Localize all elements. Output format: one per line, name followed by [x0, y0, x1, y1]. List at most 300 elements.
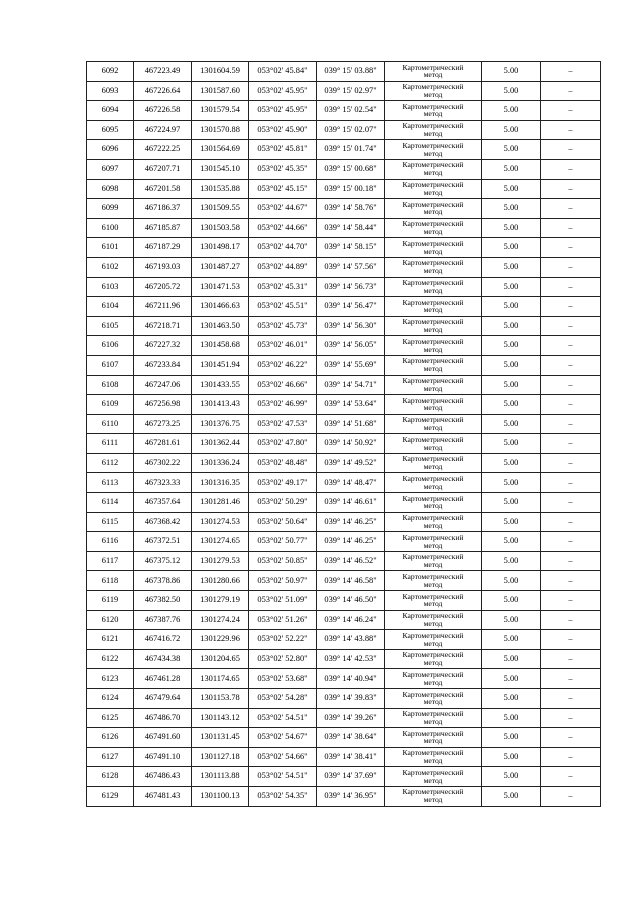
longitude-cell: 039° 14' 57.56"	[317, 257, 385, 277]
note-cell: –	[541, 316, 601, 336]
x-coordinate-cell: 467382.50	[134, 591, 192, 611]
table-row	[87, 140, 601, 160]
method-line-1: Картометрический	[402, 552, 464, 562]
accuracy-cell: 5.00	[482, 179, 541, 199]
y-coordinate-cell: 1301316.35	[192, 473, 249, 493]
note-cell: –	[541, 649, 601, 669]
table-row	[87, 218, 601, 238]
y-coordinate-cell: 1301498.17	[192, 238, 249, 258]
method-line-2: метод	[423, 560, 443, 570]
method-line-2: метод	[423, 187, 443, 197]
note-cell: –	[541, 551, 601, 571]
method-line-2: метод	[423, 697, 443, 707]
method-line-1: Картометрический	[402, 650, 464, 660]
y-coordinate-cell: 1301131.45	[192, 728, 249, 748]
point-number-cell: 6097	[87, 159, 134, 179]
accuracy-cell: 5.00	[482, 630, 541, 650]
method-cell	[385, 395, 482, 415]
latitude-cell: 053°02' 45.31"	[249, 277, 317, 297]
method-line-1: Картометрический	[402, 356, 464, 366]
x-coordinate-cell: 467281.61	[134, 434, 192, 454]
note-cell: –	[541, 257, 601, 277]
note-cell: –	[541, 689, 601, 709]
note-cell: –	[541, 571, 601, 591]
latitude-cell: 053°02' 48.48"	[249, 453, 317, 473]
accuracy-cell: 5.00	[482, 218, 541, 238]
y-coordinate-cell: 1301376.75	[192, 414, 249, 434]
method-line-2: метод	[423, 736, 443, 746]
point-number-cell: 6103	[87, 277, 134, 297]
x-coordinate-cell: 467233.84	[134, 355, 192, 375]
method-cell	[385, 551, 482, 571]
accuracy-cell: 5.00	[482, 767, 541, 787]
table-row	[87, 62, 601, 82]
latitude-cell: 053°02' 53.68"	[249, 669, 317, 689]
point-number-cell: 6123	[87, 669, 134, 689]
method-line-2: метод	[423, 403, 443, 413]
point-number-cell: 6119	[87, 591, 134, 611]
latitude-cell: 053°02' 54.67"	[249, 728, 317, 748]
accuracy-cell: 5.00	[482, 395, 541, 415]
longitude-cell: 039° 15' 02.97"	[317, 81, 385, 101]
note-cell: –	[541, 336, 601, 356]
longitude-cell: 039° 15' 01.74"	[317, 140, 385, 160]
note-cell: –	[541, 728, 601, 748]
point-number-cell: 6128	[87, 767, 134, 787]
latitude-cell: 053°02' 45.90"	[249, 120, 317, 140]
longitude-cell: 039° 14' 37.69"	[317, 767, 385, 787]
accuracy-cell: 5.00	[482, 336, 541, 356]
method-cell	[385, 610, 482, 630]
accuracy-cell: 5.00	[482, 414, 541, 434]
longitude-cell: 039° 15' 02.07"	[317, 120, 385, 140]
method-cell	[385, 414, 482, 434]
accuracy-cell: 5.00	[482, 649, 541, 669]
latitude-cell: 053°02' 45.73"	[249, 316, 317, 336]
method-cell	[385, 669, 482, 689]
method-cell	[385, 708, 482, 728]
method-cell	[385, 81, 482, 101]
method-cell	[385, 62, 482, 82]
table-row	[87, 493, 601, 513]
method-line-1: Картометрический	[402, 434, 464, 444]
method-cell	[385, 453, 482, 473]
method-cell	[385, 140, 482, 160]
accuracy-cell: 5.00	[482, 297, 541, 317]
x-coordinate-cell: 467378.86	[134, 571, 192, 591]
method-cell	[385, 199, 482, 219]
y-coordinate-cell: 1301570.88	[192, 120, 249, 140]
note-cell: –	[541, 610, 601, 630]
method-cell	[385, 493, 482, 513]
y-coordinate-cell: 1301466.63	[192, 297, 249, 317]
note-cell: –	[541, 512, 601, 532]
method-line-1: Картометрический	[402, 709, 464, 719]
note-cell: –	[541, 120, 601, 140]
table-body	[87, 62, 601, 807]
method-line-2: метод	[423, 520, 443, 530]
longitude-cell: 039° 14' 58.15"	[317, 238, 385, 258]
y-coordinate-cell: 1301451.94	[192, 355, 249, 375]
method-cell	[385, 375, 482, 395]
method-cell	[385, 277, 482, 297]
method-line-2: метод	[423, 501, 443, 511]
point-number-cell: 6092	[87, 62, 134, 82]
y-coordinate-cell: 1301433.55	[192, 375, 249, 395]
longitude-cell: 039° 14' 46.25"	[317, 512, 385, 532]
method-line-2: метод	[423, 227, 443, 237]
point-number-cell: 6104	[87, 297, 134, 317]
x-coordinate-cell: 467187.29	[134, 238, 192, 258]
point-number-cell: 6107	[87, 355, 134, 375]
method-line-2: метод	[423, 207, 443, 217]
latitude-cell: 053°02' 54.51"	[249, 708, 317, 728]
point-number-cell: 6099	[87, 199, 134, 219]
point-number-cell: 6105	[87, 316, 134, 336]
y-coordinate-cell: 1301229.96	[192, 630, 249, 650]
accuracy-cell: 5.00	[482, 238, 541, 258]
method-line-2: метод	[423, 599, 443, 609]
y-coordinate-cell: 1301274.24	[192, 610, 249, 630]
x-coordinate-cell: 467387.76	[134, 610, 192, 630]
method-line-1: Картометрический	[402, 82, 464, 92]
method-line-2: метод	[423, 305, 443, 315]
method-line-2: метод	[423, 422, 443, 432]
note-cell: –	[541, 708, 601, 728]
accuracy-cell: 5.00	[482, 140, 541, 160]
method-line-1: Картометрический	[402, 611, 464, 621]
latitude-cell: 053°02' 50.64"	[249, 512, 317, 532]
method-line-1: Картометрический	[402, 317, 464, 327]
method-line-1: Картометрический	[402, 297, 464, 307]
point-number-cell: 6124	[87, 689, 134, 709]
y-coordinate-cell: 1301274.65	[192, 532, 249, 552]
point-number-cell: 6094	[87, 101, 134, 121]
x-coordinate-cell: 467223.49	[134, 62, 192, 82]
x-coordinate-cell: 467461.28	[134, 669, 192, 689]
longitude-cell: 039° 14' 56.73"	[317, 277, 385, 297]
method-line-2: метод	[423, 344, 443, 354]
method-line-2: метод	[423, 775, 443, 785]
latitude-cell: 053°02' 45.51"	[249, 297, 317, 317]
note-cell: –	[541, 669, 601, 689]
x-coordinate-cell: 467357.64	[134, 493, 192, 513]
y-coordinate-cell: 1301463.50	[192, 316, 249, 336]
x-coordinate-cell: 467207.71	[134, 159, 192, 179]
latitude-cell: 053°02' 45.81"	[249, 140, 317, 160]
method-line-1: Картометрический	[402, 278, 464, 288]
note-cell: –	[541, 395, 601, 415]
latitude-cell: 053°02' 44.66"	[249, 218, 317, 238]
y-coordinate-cell: 1301279.53	[192, 551, 249, 571]
method-cell	[385, 473, 482, 493]
longitude-cell: 039° 14' 36.95"	[317, 786, 385, 806]
longitude-cell: 039° 14' 46.25"	[317, 532, 385, 552]
method-cell	[385, 101, 482, 121]
table-row	[87, 101, 601, 121]
longitude-cell: 039° 14' 42.53"	[317, 649, 385, 669]
method-cell	[385, 512, 482, 532]
latitude-cell: 053°02' 52.22"	[249, 630, 317, 650]
longitude-cell: 039° 15' 03.88"	[317, 62, 385, 82]
method-line-1: Картометрический	[402, 689, 464, 699]
note-cell: –	[541, 199, 601, 219]
longitude-cell: 039° 14' 39.26"	[317, 708, 385, 728]
longitude-cell: 039° 14' 46.24"	[317, 610, 385, 630]
table-row	[87, 610, 601, 630]
method-cell	[385, 767, 482, 787]
latitude-cell: 053°02' 50.29"	[249, 493, 317, 513]
point-number-cell: 6101	[87, 238, 134, 258]
method-line-2: метод	[423, 716, 443, 726]
longitude-cell: 039° 14' 46.50"	[317, 591, 385, 611]
longitude-cell: 039° 15' 00.18"	[317, 179, 385, 199]
note-cell: –	[541, 101, 601, 121]
accuracy-cell: 5.00	[482, 81, 541, 101]
note-cell: –	[541, 62, 601, 82]
coordinates-table	[86, 61, 601, 807]
latitude-cell: 053°02' 49.17"	[249, 473, 317, 493]
table-row	[87, 257, 601, 277]
latitude-cell: 053°02' 50.77"	[249, 532, 317, 552]
y-coordinate-cell: 1301153.78	[192, 689, 249, 709]
table-row	[87, 159, 601, 179]
point-number-cell: 6115	[87, 512, 134, 532]
latitude-cell: 053°02' 52.80"	[249, 649, 317, 669]
table-row	[87, 238, 601, 258]
accuracy-cell: 5.00	[482, 257, 541, 277]
y-coordinate-cell: 1301579.54	[192, 101, 249, 121]
x-coordinate-cell: 467218.71	[134, 316, 192, 336]
x-coordinate-cell: 467185.87	[134, 218, 192, 238]
accuracy-cell: 5.00	[482, 473, 541, 493]
accuracy-cell: 5.00	[482, 571, 541, 591]
method-line-2: метод	[423, 70, 443, 80]
accuracy-cell: 5.00	[482, 512, 541, 532]
method-cell	[385, 355, 482, 375]
accuracy-cell: 5.00	[482, 316, 541, 336]
point-number-cell: 6098	[87, 179, 134, 199]
point-number-cell: 6120	[87, 610, 134, 630]
method-line-2: метод	[423, 285, 443, 295]
method-line-2: метод	[423, 325, 443, 335]
accuracy-cell: 5.00	[482, 708, 541, 728]
longitude-cell: 039° 14' 49.52"	[317, 453, 385, 473]
method-line-1: Картометрический	[402, 121, 464, 131]
y-coordinate-cell: 1301458.68	[192, 336, 249, 356]
x-coordinate-cell: 467486.70	[134, 708, 192, 728]
point-number-cell: 6122	[87, 649, 134, 669]
point-number-cell: 6095	[87, 120, 134, 140]
method-line-1: Картометрический	[402, 591, 464, 601]
method-line-2: метод	[423, 638, 443, 648]
method-line-1: Картометрический	[402, 493, 464, 503]
accuracy-cell: 5.00	[482, 453, 541, 473]
x-coordinate-cell: 467222.25	[134, 140, 192, 160]
note-cell: –	[541, 414, 601, 434]
longitude-cell: 039° 14' 58.76"	[317, 199, 385, 219]
method-line-2: метод	[423, 148, 443, 158]
longitude-cell: 039° 14' 51.68"	[317, 414, 385, 434]
table-row	[87, 355, 601, 375]
latitude-cell: 053°02' 51.26"	[249, 610, 317, 630]
method-line-1: Картометрический	[402, 571, 464, 581]
y-coordinate-cell: 1301100.13	[192, 786, 249, 806]
x-coordinate-cell: 467372.51	[134, 532, 192, 552]
point-number-cell: 6126	[87, 728, 134, 748]
point-number-cell: 6114	[87, 493, 134, 513]
note-cell: –	[541, 493, 601, 513]
latitude-cell: 053°02' 54.51"	[249, 767, 317, 787]
table-row	[87, 591, 601, 611]
accuracy-cell: 5.00	[482, 199, 541, 219]
longitude-cell: 039° 14' 55.69"	[317, 355, 385, 375]
method-line-1: Картометрический	[402, 473, 464, 483]
x-coordinate-cell: 467375.12	[134, 551, 192, 571]
y-coordinate-cell: 1301279.19	[192, 591, 249, 611]
latitude-cell: 053°02' 46.01"	[249, 336, 317, 356]
method-line-1: Картометрический	[402, 180, 464, 190]
method-line-1: Картометрический	[402, 336, 464, 346]
method-line-1: Картометрический	[402, 415, 464, 425]
longitude-cell: 039° 14' 58.44"	[317, 218, 385, 238]
method-line-1: Картометрический	[402, 160, 464, 170]
point-number-cell: 6129	[87, 786, 134, 806]
table-row	[87, 375, 601, 395]
method-line-1: Картометрический	[402, 532, 464, 542]
x-coordinate-cell: 467224.97	[134, 120, 192, 140]
latitude-cell: 053°02' 47.53"	[249, 414, 317, 434]
note-cell: –	[541, 355, 601, 375]
latitude-cell: 053°02' 44.89"	[249, 257, 317, 277]
note-cell: –	[541, 375, 601, 395]
table-row	[87, 120, 601, 140]
x-coordinate-cell: 467486.43	[134, 767, 192, 787]
longitude-cell: 039° 14' 48.47"	[317, 473, 385, 493]
y-coordinate-cell: 1301143.12	[192, 708, 249, 728]
method-cell	[385, 297, 482, 317]
x-coordinate-cell: 467211.96	[134, 297, 192, 317]
method-line-1: Картометрический	[402, 630, 464, 640]
accuracy-cell: 5.00	[482, 532, 541, 552]
y-coordinate-cell: 1301280.66	[192, 571, 249, 591]
table-row	[87, 512, 601, 532]
latitude-cell: 053°02' 45.35"	[249, 159, 317, 179]
latitude-cell: 053°02' 54.35"	[249, 786, 317, 806]
method-line-1: Картометрический	[402, 748, 464, 758]
method-cell	[385, 532, 482, 552]
method-cell	[385, 571, 482, 591]
method-line-2: метод	[423, 658, 443, 668]
table-row	[87, 81, 601, 101]
table-row	[87, 297, 601, 317]
note-cell: –	[541, 277, 601, 297]
x-coordinate-cell: 467193.03	[134, 257, 192, 277]
x-coordinate-cell: 467368.42	[134, 512, 192, 532]
x-coordinate-cell: 467205.72	[134, 277, 192, 297]
table-row	[87, 747, 601, 767]
latitude-cell: 053°02' 50.97"	[249, 571, 317, 591]
x-coordinate-cell: 467186.37	[134, 199, 192, 219]
x-coordinate-cell: 467481.43	[134, 786, 192, 806]
y-coordinate-cell: 1301564.69	[192, 140, 249, 160]
latitude-cell: 053°02' 44.67"	[249, 199, 317, 219]
y-coordinate-cell: 1301113.88	[192, 767, 249, 787]
method-cell	[385, 336, 482, 356]
point-number-cell: 6125	[87, 708, 134, 728]
point-number-cell: 6109	[87, 395, 134, 415]
y-coordinate-cell: 1301487.27	[192, 257, 249, 277]
accuracy-cell: 5.00	[482, 159, 541, 179]
note-cell: –	[541, 532, 601, 552]
method-line-1: Картометрический	[402, 454, 464, 464]
y-coordinate-cell: 1301545.10	[192, 159, 249, 179]
method-cell	[385, 747, 482, 767]
method-line-1: Картометрический	[402, 395, 464, 405]
accuracy-cell: 5.00	[482, 120, 541, 140]
latitude-cell: 053°02' 45.84"	[249, 62, 317, 82]
table-row	[87, 630, 601, 650]
method-line-1: Картометрический	[402, 62, 464, 72]
method-line-1: Картометрический	[402, 199, 464, 209]
accuracy-cell: 5.00	[482, 551, 541, 571]
accuracy-cell: 5.00	[482, 669, 541, 689]
accuracy-cell: 5.00	[482, 591, 541, 611]
point-number-cell: 6112	[87, 453, 134, 473]
method-line-2: метод	[423, 462, 443, 472]
x-coordinate-cell: 467434.38	[134, 649, 192, 669]
note-cell: –	[541, 140, 601, 160]
method-line-2: метод	[423, 109, 443, 119]
x-coordinate-cell: 467479.64	[134, 689, 192, 709]
method-line-2: метод	[423, 89, 443, 99]
method-line-2: метод	[423, 677, 443, 687]
longitude-cell: 039° 14' 46.58"	[317, 571, 385, 591]
latitude-cell: 053°02' 46.99"	[249, 395, 317, 415]
longitude-cell: 039° 14' 50.92"	[317, 434, 385, 454]
point-number-cell: 6113	[87, 473, 134, 493]
x-coordinate-cell: 467491.10	[134, 747, 192, 767]
method-line-2: метод	[423, 129, 443, 139]
point-number-cell: 6106	[87, 336, 134, 356]
latitude-cell: 053°02' 51.09"	[249, 591, 317, 611]
y-coordinate-cell: 1301535.88	[192, 179, 249, 199]
note-cell: –	[541, 630, 601, 650]
x-coordinate-cell: 467491.60	[134, 728, 192, 748]
method-cell	[385, 218, 482, 238]
method-line-1: Картометрический	[402, 140, 464, 150]
method-line-2: метод	[423, 246, 443, 256]
accuracy-cell: 5.00	[482, 493, 541, 513]
y-coordinate-cell: 1301587.60	[192, 81, 249, 101]
note-cell: –	[541, 81, 601, 101]
method-line-2: метод	[423, 756, 443, 766]
table-row	[87, 551, 601, 571]
accuracy-cell: 5.00	[482, 728, 541, 748]
y-coordinate-cell: 1301274.53	[192, 512, 249, 532]
note-cell: –	[541, 179, 601, 199]
method-line-2: метод	[423, 481, 443, 491]
method-cell	[385, 434, 482, 454]
method-line-2: метод	[423, 383, 443, 393]
note-cell: –	[541, 297, 601, 317]
table-row	[87, 708, 601, 728]
method-line-2: метод	[423, 795, 443, 805]
y-coordinate-cell: 1301204.65	[192, 649, 249, 669]
table-row	[87, 199, 601, 219]
table-row	[87, 728, 601, 748]
y-coordinate-cell: 1301336.24	[192, 453, 249, 473]
